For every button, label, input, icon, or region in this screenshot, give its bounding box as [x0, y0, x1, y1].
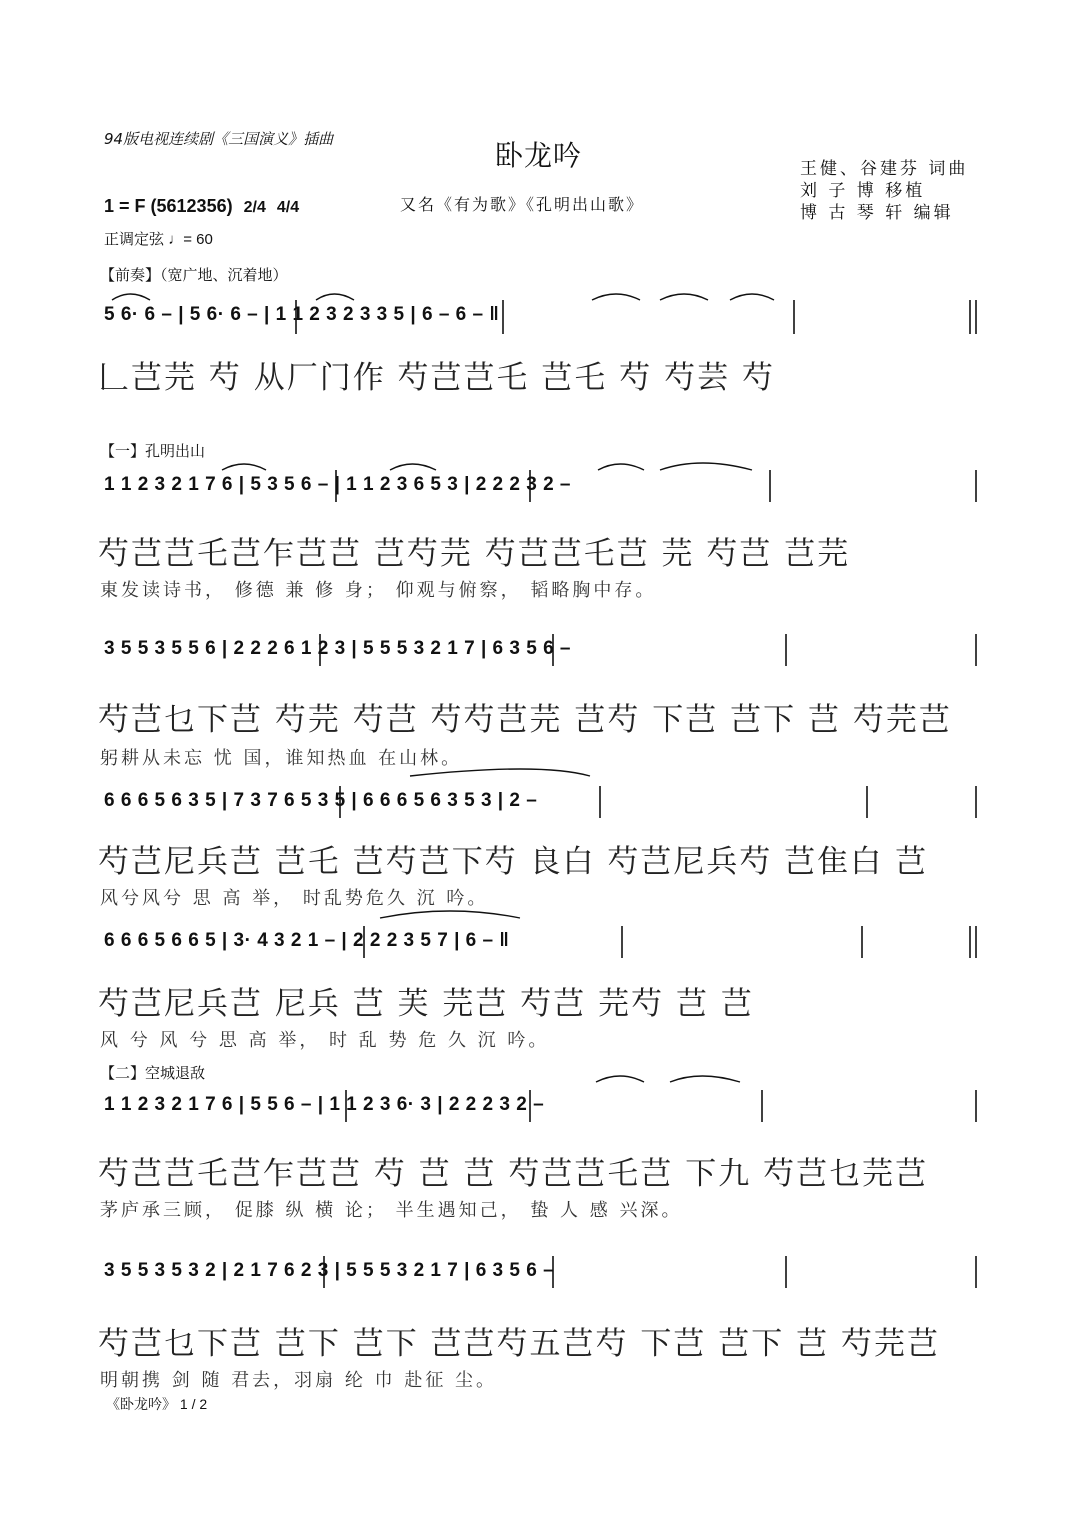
notation-row-6: 1 1 2 3 2 1 7 6 | 5 5 6 – | 1 1 2 3 6· 3 | 2 2 2 3 2 – [104, 1094, 545, 1115]
lyrics-row-3: 躬耕从未忘 忧 国，谁知热血 在山林。 [100, 748, 463, 769]
key-signature [104, 196, 299, 217]
time-signature-1: 2/4 [243, 199, 266, 216]
notation-row-5: 6 6 6 5 6 6 5 | 3· 4 3 2 1 – | 2 2 2 3 5 7 | 6 – ‖ [104, 930, 510, 951]
section-two: 【二】空城退敌 [100, 1065, 206, 1082]
notation-row-7: 3 5 5 3 5 3 2 | 2 1 7 6 2 3 | 5 5 5 3 2 1 7 | 6 3 5 6 – [104, 1260, 555, 1281]
page-title: 卧龙吟 [495, 139, 583, 172]
section-one: 【一】孔明出山 [100, 443, 206, 460]
tuning-tempo [104, 228, 213, 249]
lyrics-row-6: 茅庐承三顾， 促膝 纵 横 论； 半生遇知己， 蛰 人 感 兴深。 [100, 1200, 683, 1221]
tablature-row-1: 𠃊芑芫 芍 从厂门作 芍芑芑乇 芑乇 芍 芍芸 芍 [98, 360, 775, 396]
lyrics-row-5: 风 兮 风 兮 思 高 举， 时 乱 势 危 久 沉 吟。 [100, 1030, 550, 1051]
credit-transcriber: 刘 子 博 移植 [800, 181, 926, 201]
notation-row-2: 1 1 2 3 2 1 7 6 | 5 3 5 6 – | 1 1 2 3 6 5 3 | 2 2 2 3 2 – [104, 474, 571, 495]
tuning-text: 正调定弦 [104, 231, 165, 248]
tablature-row-7: 芍芑乜下芑 芑下 芑下 芑芑芍五芑芍 下芑 芑下 芑 芍芫芑 [98, 1326, 940, 1362]
tablature-row-5: 芍芑尼兵芑 尼兵 芑 芙 芫芑 芍芑 芫芍 芑 芑 [98, 986, 754, 1022]
section-prelude: 【前奏】（宽广地、沉着地） [100, 267, 288, 284]
time-signature-2: 4/4 [276, 199, 300, 216]
notation-row-3: 3 5 5 3 5 5 6 | 2 2 2 6 1 2 3 | 5 5 5 3 2 1 7 | 6 3 5 6 – [104, 638, 571, 659]
notation-row-1: 5 6· 6 – | 5 6· 6 – | 1 1 2 3 2 3 3 5 | 6 – 6 – ‖ [104, 304, 500, 325]
lyrics-row-4: 风兮风兮 思 高 举， 时乱势危久 沉 吟。 [100, 888, 489, 909]
lyrics-row-2: 東发读诗书， 修德 兼 修 身； 仰观与俯察， 韬略胸中存。 [100, 580, 657, 601]
lyrics-row-7: 明朝携 剑 随 君去，羽扇 纶 巾 赴征 尘。 [100, 1370, 498, 1391]
credit-lyricist: 王健、谷建芬 词曲 [800, 159, 969, 179]
tempo-text: ♩= 60 [168, 231, 213, 248]
tablature-row-6: 芍芑芑乇芑乍芑芑 芍 芑 芑 芍芑芑乇芑 下九 芍芑乜芫芑 [98, 1156, 929, 1192]
alternate-name: 又名《有为歌》《孔明出山歌》 [400, 195, 645, 214]
notation-row-4: 6 6 6 5 6 3 5 | 7 3 7 6 5 3 5 | 6 6 6 5 6 3 5 3 | 2 – [104, 790, 538, 811]
credit-editor: 博 古 琴 轩 编辑 [800, 203, 954, 223]
credits [800, 158, 968, 224]
page-footer: 《卧龙吟》 1 / 2 [106, 1396, 208, 1412]
subtitle-note: 94版电视连续剧《三国演义》插曲 [104, 130, 334, 148]
tablature-row-3: 芍芑乜下芑 芍芫 芍芑 芍芍芑芫 芑芍 下芑 芑下 芑 芍芫芑 [98, 702, 952, 738]
tablature-row-2: 芍芑芑乇芑乍芑芑 芑芍芫 芍芑芑乇芑 芫 芍芑 芑芫 [98, 536, 851, 572]
key-text: 1 = F (5612356) [104, 196, 233, 216]
tablature-row-4: 芍芑尼兵芑 芑乇 芑芍芑下芍 良白 芍芑尼兵芍 芑隹白 芑 [98, 844, 929, 880]
